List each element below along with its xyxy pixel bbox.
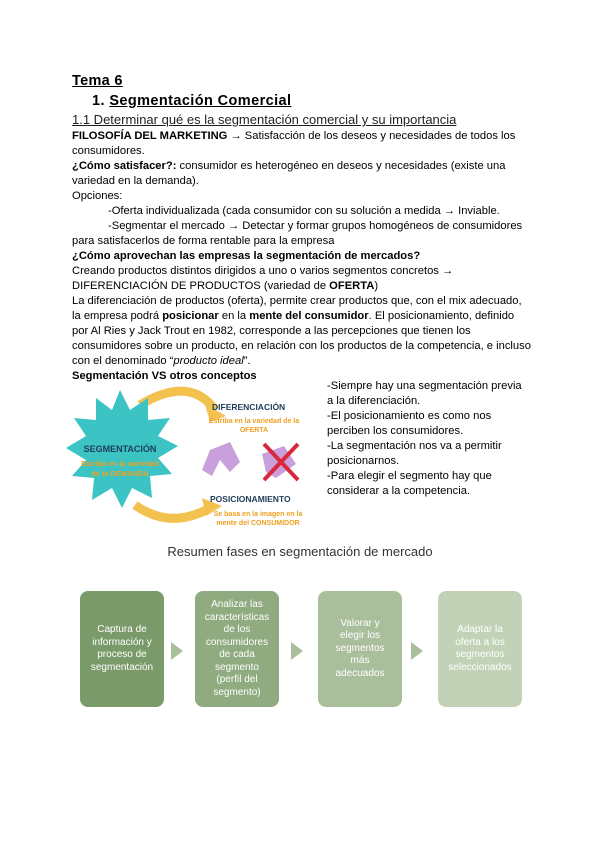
marketing-term: FILOSOFÍA DEL MARKETING [72, 130, 228, 142]
phase-arrow-icon [411, 642, 423, 660]
posicionar-term: posicionar [162, 310, 219, 322]
bottom-curved-arrow [135, 505, 210, 518]
topic-title: Tema 6 [72, 73, 123, 89]
para-satisfacer-line1 [72, 159, 505, 174]
para-marketing-line1 [72, 129, 515, 144]
segmentation-diagram [40, 380, 330, 535]
diferenciacion-sub1: Estriba en la variedad de la [208, 418, 300, 425]
phase-arrow-icon [171, 642, 183, 660]
satisfacer-answer: consumidor es heterogéneo en deseos y necesidades (existe una [176, 160, 506, 172]
phase-text: adecuados [335, 667, 385, 679]
creando-close: ) [374, 280, 379, 292]
center-title: SEGMENTACIÓN [83, 444, 157, 454]
phase-box-4 [438, 591, 522, 707]
posicionamiento-title: POSICIONAMIENTO [210, 494, 291, 504]
producto-ideal-term: producto ideal [173, 355, 244, 367]
phase-text: segmentos [335, 642, 385, 654]
bullet-line: a la diferenciación. [327, 395, 421, 407]
dif-line5 [72, 354, 251, 369]
product-shape-icon [202, 442, 240, 476]
phase-text: Valorar y [340, 617, 380, 629]
phase-text: características [204, 611, 270, 623]
phase-box-1 [80, 591, 164, 707]
phases-title: Resumen fases en segmentación de mercado [167, 544, 433, 559]
phase-text: segmento) [213, 686, 261, 698]
phase-text: segmento [215, 661, 259, 673]
oferta-term: OFERTA [329, 280, 375, 292]
posicionamiento-sub2: mente del CONSUMIDOR [216, 520, 300, 527]
dif-text-e: . El posicionamiento, definido [368, 310, 515, 322]
para-satisfacer-line2: variedad en la demanda). [72, 175, 199, 187]
section-heading [92, 93, 291, 109]
center-sub1: Estriba en la variedad [81, 459, 159, 468]
posicionamiento-sub1: Se basa en la imagen en la [213, 511, 303, 518]
phase-text: elegir los [339, 630, 381, 642]
creando-text: DIFERENCIACIÓN DE PRODUCTOS (variedad de [72, 280, 330, 292]
dif-text-l5a: con el denominado “ [72, 355, 174, 367]
bullet-line: -Para elegir el segmento hay que [327, 470, 492, 482]
phase-text: proceso de [97, 649, 147, 660]
phase-text: información y [92, 636, 152, 648]
phase-arrow-icon [291, 642, 303, 660]
creando-line1: Creando productos distintos dirigidos a uno o varios segmentos concretos → [72, 265, 454, 277]
mente-term: mente del consumidor [249, 310, 369, 322]
phase-text: Analizar las [211, 599, 263, 610]
vs-heading: Segmentación VS otros conceptos [72, 370, 257, 382]
phase-text: Captura de [97, 624, 147, 635]
phase-text: (perfil del [216, 674, 258, 685]
phase-text: de los [223, 624, 251, 635]
opciones-label: Opciones: [72, 190, 123, 202]
phase-text: oferta a los [455, 636, 505, 648]
bullet-line: -El posicionamiento es como nos [327, 410, 492, 422]
bullet-line: perciben los consumidores. [327, 425, 464, 437]
phase-box-3 [318, 591, 402, 707]
dif-line1: La diferenciación de productos (oferta), permite crear productos que, con el mix adecuado, [72, 295, 522, 307]
opcion-2-cont: para satisfacerlos de forma rentable para la empresa [72, 235, 335, 247]
para-marketing-line2: consumidores. [72, 145, 145, 157]
dif-text-a: la empresa podrá [72, 310, 163, 322]
dif-line2 [72, 309, 514, 324]
phase-box-2 [195, 591, 279, 707]
creando-line2 [72, 279, 378, 294]
center-sub2: de la DEMANDA [91, 469, 149, 478]
opcion-2: -Segmentar el mercado → Detectar y formar grupos homogéneos de consumidores [108, 220, 523, 232]
subsection-heading: 1.1 Determinar qué es la segmentación comercial y su importancia [72, 112, 457, 127]
marketing-definition: → Satisfacción de los deseos y necesidades de todos los [227, 130, 516, 142]
bullet-line: -Siempre hay una segmentación previa [327, 380, 522, 392]
question-heading: ¿Cómo aprovechan las empresas la segmentación de mercados? [72, 250, 421, 262]
phase-text: más [350, 655, 370, 667]
diferenciacion-sub2: OFERTA [239, 427, 269, 434]
dif-line4: consumidores sobre un producto, en relación con los productos de la competencia, e incluso [72, 340, 531, 352]
phase-text: Adaptar la [457, 624, 503, 635]
bullet-line: considerar a la competencia. [327, 485, 471, 497]
phase-text: segmentación [90, 661, 154, 673]
opcion-1: -Oferta individualizada (cada consumidor con su solución a medida → Inviable. [108, 205, 500, 217]
phase-text: segmentos [455, 649, 505, 660]
section-number: 1. [92, 93, 105, 109]
dif-text-l5c: ”. [243, 355, 251, 367]
phase-text: de cada [219, 649, 255, 660]
diferenciacion-title: DIFERENCIACIÓN [212, 402, 286, 412]
dif-line3: por Al Ries y Jack Trout en 1982, corresponde a las percepciones que tienen los [72, 325, 471, 337]
bullet-line: posicionarnos. [327, 455, 400, 467]
section-title: Segmentación Comercial [109, 93, 292, 109]
dif-text-c: en la [218, 310, 250, 322]
bullet-line: -La segmentación nos va a permitir [327, 440, 502, 452]
phase-text: seleccionados [448, 661, 512, 673]
phase-text: consumidores [205, 636, 269, 648]
top-curved-arrow [140, 391, 215, 410]
satisfacer-question: ¿Cómo satisfacer?: [72, 160, 177, 172]
